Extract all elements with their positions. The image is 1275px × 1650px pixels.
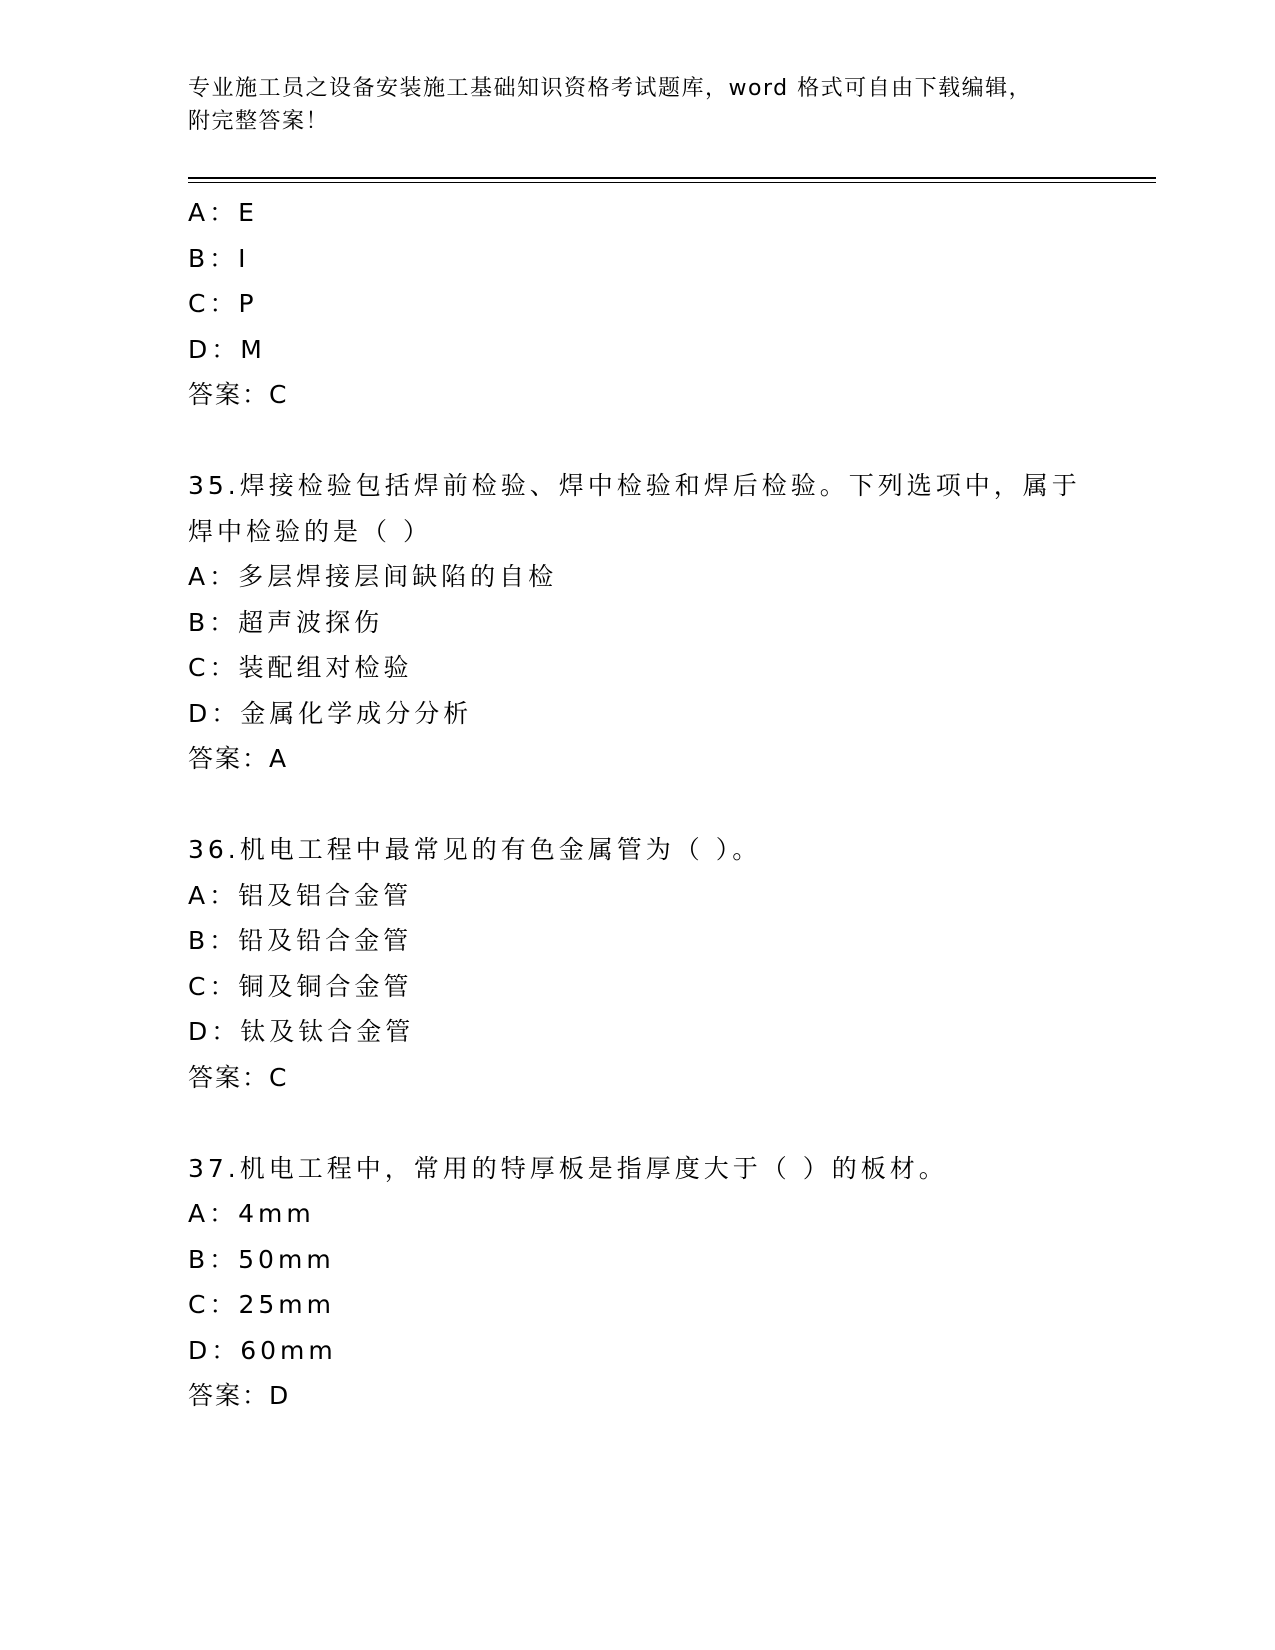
spacer — [188, 1100, 1088, 1146]
option-c: C：P — [188, 289, 258, 318]
option-d: D：60mm — [188, 1335, 337, 1365]
answer: 答案：D — [188, 1381, 291, 1410]
question-list — [188, 190, 1088, 1419]
option-d: D：钛及钛合金管 — [188, 1017, 415, 1046]
option-a: A：多层焊接层间缺陷的自检 — [188, 562, 558, 591]
question-37 — [188, 1146, 1088, 1419]
option-c: C：铜及铜合金管 — [188, 971, 413, 1001]
question-36 — [188, 827, 1088, 1100]
header-rule-thick — [188, 177, 1156, 179]
option-a: A：E — [188, 198, 258, 227]
spacer — [188, 418, 1088, 464]
option-b: B：I — [188, 243, 250, 273]
option-b: B：50mm — [188, 1244, 335, 1274]
answer: 答案：C — [188, 1062, 289, 1092]
question-text: 37.机电工程中，常用的特厚板是指厚度大于（ ）的板材。 — [188, 1153, 948, 1183]
header-line-2: 附完整答案！ — [188, 109, 330, 134]
option-a: A：4mm — [188, 1199, 315, 1228]
question-34 — [188, 190, 1088, 418]
option-d: D：金属化学成分分析 — [188, 698, 473, 728]
option-d: D：M — [188, 334, 266, 364]
header-line-1: 专业施工员之设备安装施工基础知识资格考试题库，word 格式可自由下载编辑， — [188, 76, 1033, 101]
option-b: B：铅及铅合金管 — [188, 926, 413, 955]
document-header — [188, 72, 1088, 138]
answer: 答案：C — [188, 380, 289, 409]
option-c: C：装配组对检验 — [188, 653, 413, 682]
question-text: 35.焊接检验包括焊前检验、焊中检验和焊后检验。下列选项中，属于 — [188, 471, 1081, 500]
spacer — [188, 782, 1088, 828]
header-rule-thin — [188, 182, 1156, 183]
question-text: 36.机电工程中最常见的有色金属管为（ ）。 — [188, 835, 762, 864]
option-a: A：铝及铝合金管 — [188, 880, 413, 910]
option-c: C：25mm — [188, 1290, 335, 1319]
option-b: B：超声波探伤 — [188, 607, 384, 637]
answer: 答案：A — [188, 744, 289, 773]
question-text-continued: 焊中检验的是（ ） — [188, 516, 432, 546]
question-35 — [188, 463, 1088, 782]
